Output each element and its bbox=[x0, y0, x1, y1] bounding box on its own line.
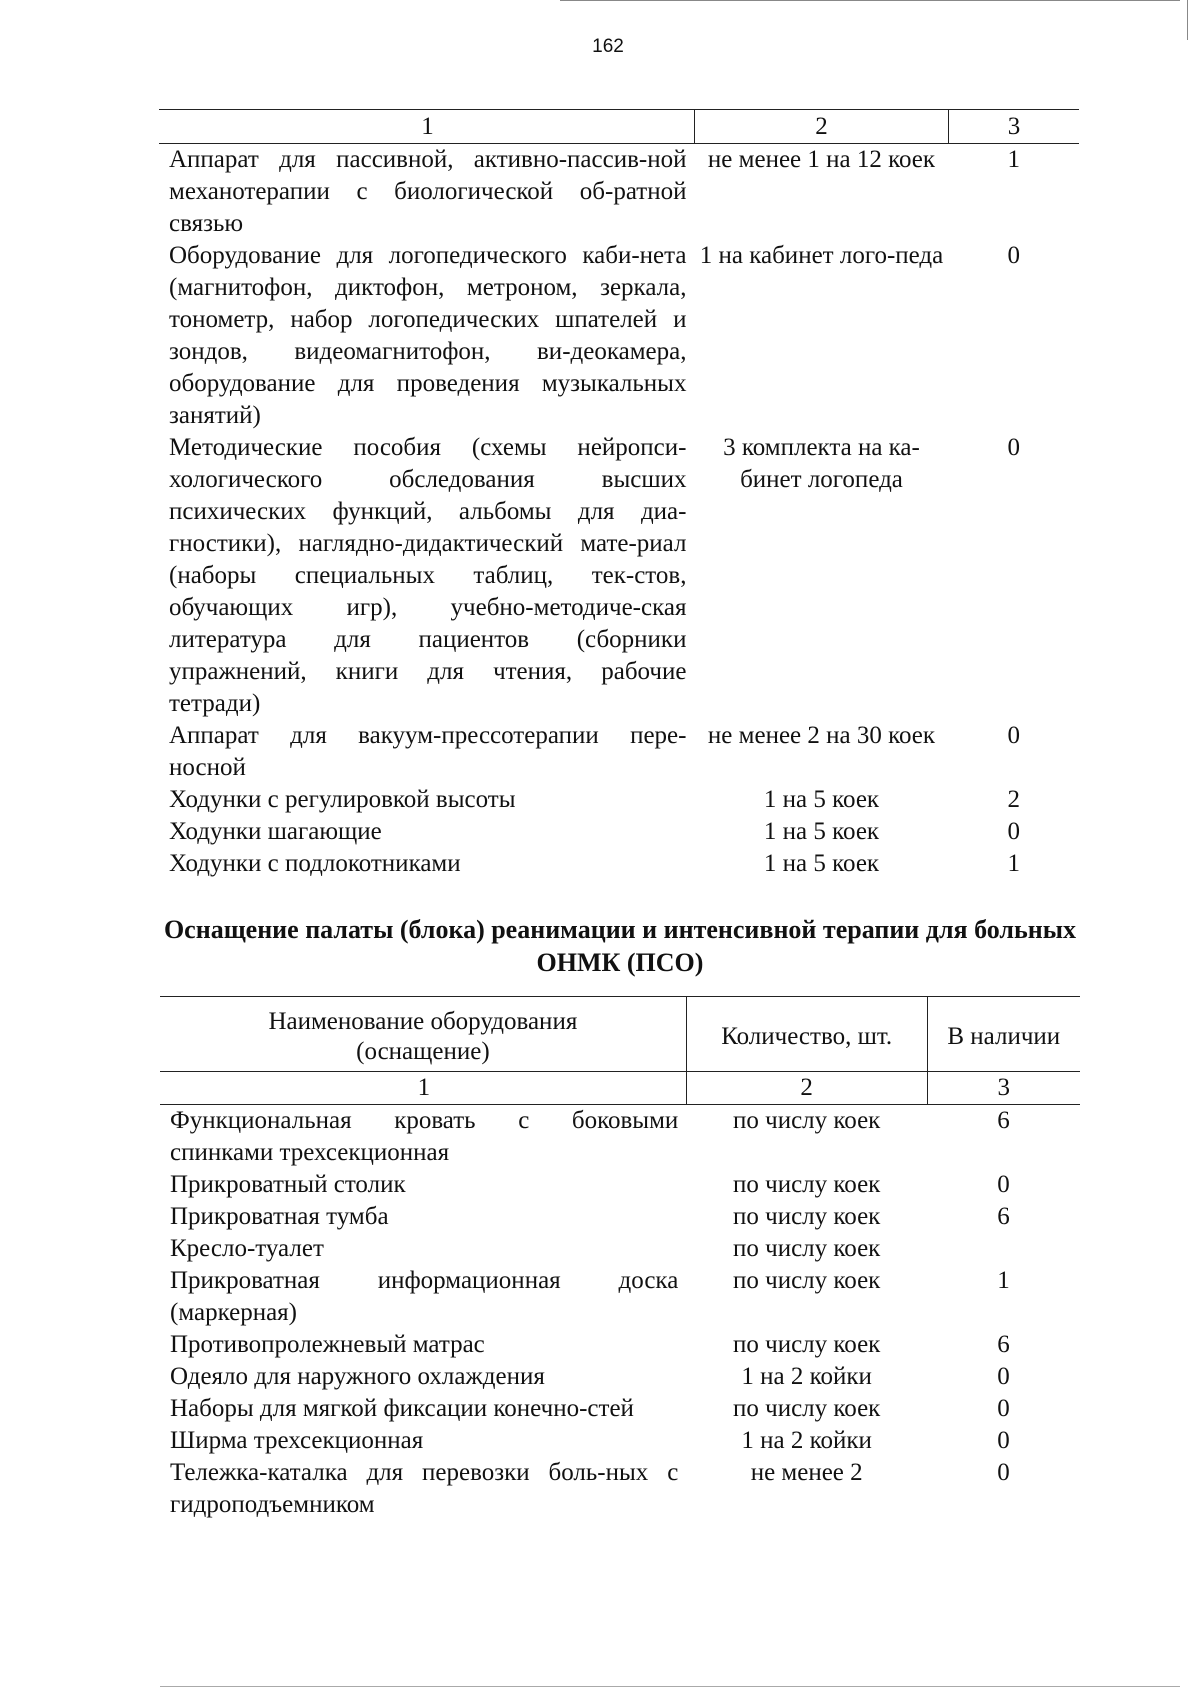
available-quantity: 2 bbox=[1007, 786, 1020, 813]
required-quantity: 1 на 2 койки bbox=[741, 1427, 872, 1454]
required-quantity: 3 комплекта на ка-бинет логопеда bbox=[723, 434, 920, 493]
equipment-name: Кресло-туалет bbox=[170, 1235, 324, 1262]
equipment-name: Ходунки с регулировкой высоты bbox=[169, 786, 516, 813]
available-quantity: 0 bbox=[1007, 242, 1020, 269]
required-quantity: по числу коек bbox=[733, 1267, 881, 1294]
column-header-equipment-name: Наименование оборудования (оснащение) bbox=[160, 997, 686, 1072]
table1-col-3-number: 3 bbox=[949, 110, 1079, 144]
equipment-name: Ходунки с подлокотниками bbox=[169, 850, 461, 877]
equipment-name: Оборудование для логопедического каби-нета (магнитофон, диктофон, метроном, зеркала, тонометр, набор логопедических шпателей и зондов, видеомагнитофон, ви-деокамера, оборудование для проведения музыкальных занятий) bbox=[169, 242, 687, 429]
table2-header-row bbox=[160, 997, 1080, 1072]
table-row bbox=[159, 784, 1079, 816]
column-header-available: В наличии bbox=[927, 997, 1080, 1072]
table-row bbox=[160, 1201, 1080, 1233]
table2-col-1-number: 1 bbox=[160, 1072, 686, 1105]
equipment-name: Аппарат для пассивной, активно-пассив-ной механотерапии с биологической об-ратной связью bbox=[169, 146, 687, 237]
table2-number-row bbox=[160, 1072, 1080, 1105]
available-quantity: 1 bbox=[1007, 850, 1020, 877]
available-quantity bbox=[927, 1233, 1080, 1265]
table-row bbox=[159, 720, 1079, 784]
available-quantity: 0 bbox=[997, 1459, 1010, 1486]
table2-col-2-number: 2 bbox=[686, 1072, 927, 1105]
available-quantity: 1 bbox=[1007, 146, 1020, 173]
required-quantity: по числу коек bbox=[733, 1235, 881, 1262]
table-row bbox=[159, 240, 1079, 432]
table2-col-3-number: 3 bbox=[927, 1072, 1080, 1105]
required-quantity: 1 на 2 койки bbox=[741, 1363, 872, 1390]
equipment-name: Одеяло для наружного охлаждения bbox=[170, 1363, 545, 1390]
available-quantity: 0 bbox=[997, 1395, 1010, 1422]
table-row bbox=[159, 144, 1079, 241]
scan-edge-top bbox=[560, 0, 1180, 1]
available-quantity: 6 bbox=[997, 1203, 1010, 1230]
equipment-name: Наборы для мягкой фиксации конечно-стей bbox=[170, 1395, 634, 1422]
equipment-name: Прикроватный столик bbox=[170, 1171, 406, 1198]
scan-edge-bottom bbox=[160, 1686, 1180, 1687]
table-row bbox=[160, 1393, 1080, 1425]
required-quantity: по числу коек bbox=[733, 1107, 881, 1134]
equipment-name: Методические пособия (схемы нейропси-хологического обследования высших психических функций, альбомы для диа-гностики), наглядно-дидактический мате-риал (наборы специальных таблиц, тек-стов, обучающих игр), учебно-методиче-ская литература для пациентов (сборники упражнений, книги для чтения, рабочие тетради) bbox=[169, 434, 687, 717]
section-title: Оснащение палаты (блока) реанимации и интенсивной терапии для больных ОНМК (ПСО) bbox=[163, 915, 1077, 977]
required-quantity: 1 на кабинет лого-педа bbox=[699, 242, 944, 269]
table-row bbox=[160, 1233, 1080, 1265]
icu-equipment-table bbox=[160, 996, 1080, 1521]
equipment-name: Тележка-каталка для перевозки боль-ных с гидроподъемником bbox=[170, 1459, 679, 1518]
equipment-table-continued bbox=[159, 109, 1079, 880]
available-quantity: 0 bbox=[997, 1427, 1010, 1454]
required-quantity: 1 на 5 коек bbox=[763, 818, 880, 845]
table1-col-2-number: 2 bbox=[694, 110, 948, 144]
table-row bbox=[160, 1265, 1080, 1329]
required-quantity: по числу коек bbox=[733, 1203, 881, 1230]
equipment-name: Прикроватная информационная доска (маркерная) bbox=[170, 1267, 679, 1326]
available-quantity: 0 bbox=[997, 1363, 1010, 1390]
required-quantity: 1 на 5 коек bbox=[763, 850, 880, 877]
required-quantity: не менее 2 bbox=[750, 1459, 863, 1486]
available-quantity: 6 bbox=[997, 1107, 1010, 1134]
table-row bbox=[160, 1105, 1080, 1170]
table-row bbox=[159, 848, 1079, 880]
table-row bbox=[160, 1329, 1080, 1361]
required-quantity: не менее 2 на 30 коек bbox=[707, 722, 936, 749]
available-quantity: 0 bbox=[1007, 818, 1020, 845]
table-row bbox=[160, 1425, 1080, 1457]
available-quantity: 6 bbox=[997, 1331, 1010, 1358]
equipment-name: Функциональная кровать с боковыми спинками трехсекционная bbox=[170, 1107, 679, 1166]
available-quantity: 1 bbox=[997, 1267, 1010, 1294]
equipment-name: Противопролежневый матрас bbox=[170, 1331, 485, 1358]
table1-col-1-number: 1 bbox=[159, 110, 694, 144]
equipment-name: Ходунки шагающие bbox=[169, 818, 382, 845]
table-row bbox=[159, 432, 1079, 720]
required-quantity: 1 на 5 коек bbox=[763, 786, 880, 813]
equipment-name: Аппарат для вакуум-прессотерапии пере-носной bbox=[169, 722, 687, 781]
table-row bbox=[160, 1169, 1080, 1201]
table-row bbox=[160, 1361, 1080, 1393]
required-quantity: по числу коек bbox=[733, 1331, 881, 1358]
equipment-name: Ширма трехсекционная bbox=[170, 1427, 424, 1454]
scan-edge-right bbox=[1187, 0, 1188, 40]
table-row bbox=[159, 816, 1079, 848]
available-quantity: 0 bbox=[1007, 722, 1020, 749]
column-header-quantity: Количество, шт. bbox=[686, 997, 927, 1072]
available-quantity: 0 bbox=[1007, 434, 1020, 461]
required-quantity: по числу коек bbox=[733, 1395, 881, 1422]
page-number: 162 bbox=[592, 36, 624, 57]
table1-header-row bbox=[159, 110, 1079, 144]
required-quantity: не менее 1 на 12 коек bbox=[707, 146, 936, 173]
table-row bbox=[160, 1457, 1080, 1521]
available-quantity: 0 bbox=[997, 1171, 1010, 1198]
equipment-name: Прикроватная тумба bbox=[170, 1203, 389, 1230]
required-quantity: по числу коек bbox=[733, 1171, 881, 1198]
